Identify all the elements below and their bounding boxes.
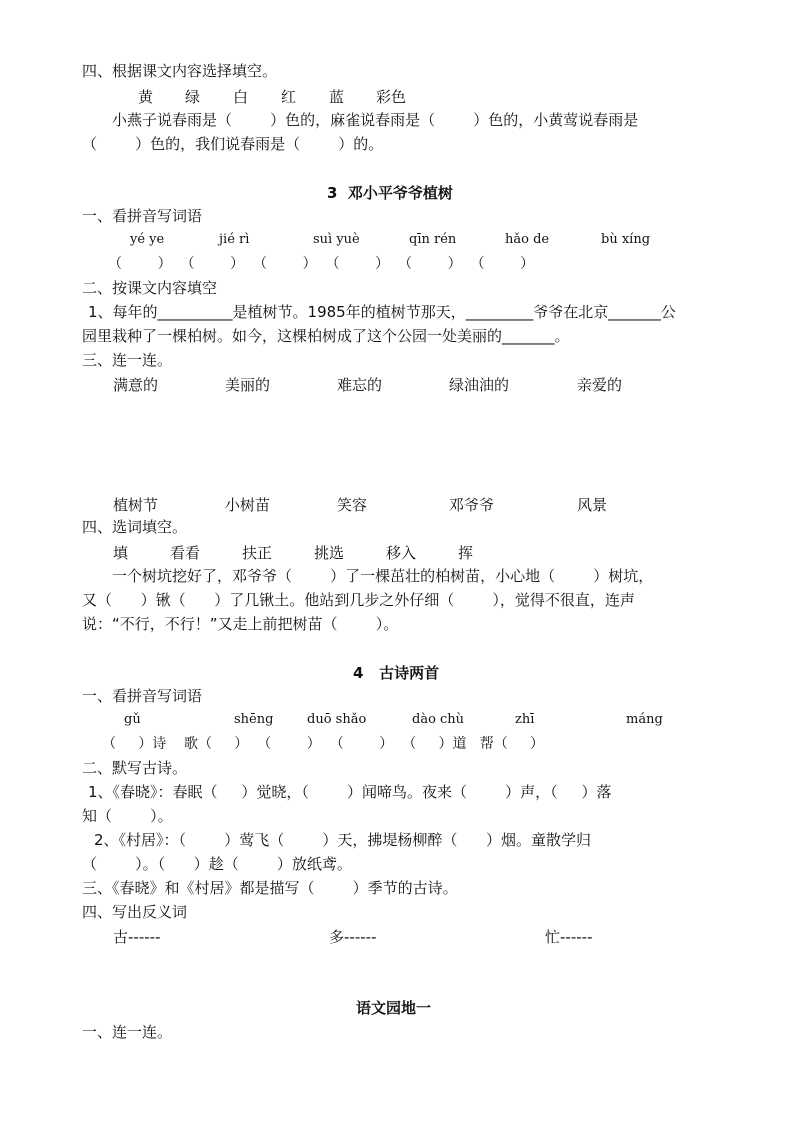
fill-line: 2、《村居》：（ ）莺飞（ ）天，拂堤杨柳醉（ ）烟。童散学归 <box>94 831 591 849</box>
fill-line: 一个树坑挖好了，邓爷爷（ ）了一棵茁壮的柏树苗，小心地（ ）树坑， <box>112 567 654 585</box>
match-word: 难忘的 <box>337 376 383 394</box>
pinyin: zhī <box>515 712 535 727</box>
choice-word: 看看 <box>170 544 201 562</box>
match-word: 植树节 <box>113 496 159 514</box>
match-word: 美丽的 <box>225 376 271 394</box>
answer-brackets: （ ） （ ） （ ） （ ） （ ） （ ） <box>108 256 535 272</box>
match-word: 笑容 <box>337 496 368 514</box>
fill-line: 知（ ）。 <box>82 807 173 825</box>
q4-heading: 四、写出反义词 <box>82 903 188 921</box>
fill-line: 1、《春晓》：春眠（ ）觉晓，（ ）闻啼鸟。夜来（ ）声，（ ）落 <box>88 783 612 801</box>
q1-heading: 一、看拼音写词语 <box>82 687 203 705</box>
pinyin: qīn rén <box>409 232 457 247</box>
antonym-item: 古------ <box>113 928 161 946</box>
choice-word: 挥 <box>458 544 474 562</box>
pinyin: dào chù <box>412 712 465 727</box>
match-word: 绿油油的 <box>449 376 510 394</box>
pinyin: gǔ <box>124 712 141 727</box>
choice-word: 绿 <box>185 88 201 106</box>
q2-heading: 二、按课文内容填空 <box>82 279 218 297</box>
q2-heading: 二、默写古诗。 <box>82 759 188 777</box>
pinyin: shēng <box>234 712 274 727</box>
match-word: 风景 <box>577 496 608 514</box>
choice-word: 挑选 <box>314 544 345 562</box>
answer-brackets: （ ）诗 歌（ ） （ ） （ ） （ ）道 帮（ ） <box>102 736 545 752</box>
choice-word: 白 <box>233 88 249 106</box>
pinyin: duō shǎo <box>307 712 367 727</box>
fill-line: 又（ ）锹（ ）了几锹土。他站到几步之外仔细（ ），觉得不很直，连声 <box>82 591 635 609</box>
pinyin: hǎo de <box>505 232 550 247</box>
antonym-item: 忙------ <box>545 928 593 946</box>
q4-heading: 四、选词填空。 <box>82 518 188 536</box>
q3-line: 三、《春晓》和《村居》都是描写（ ）季节的古诗。 <box>82 879 458 897</box>
q1-heading: 一、看拼音写词语 <box>82 207 203 225</box>
fill-line: （ ）色的，我们说春雨是（ ）的。 <box>82 135 384 153</box>
q1-heading: 一、连一连。 <box>82 1023 173 1041</box>
match-word: 满意的 <box>113 376 159 394</box>
q3-heading: 三、连一连。 <box>82 351 173 369</box>
match-word: 小树苗 <box>225 496 271 514</box>
choice-word: 填 <box>113 544 129 562</box>
section-title: 语文园地一 <box>356 999 432 1017</box>
choice-word: 扶正 <box>242 544 273 562</box>
pinyin: suì yuè <box>313 232 360 247</box>
fill-line: 园里栽种了一棵柏树。如今，这棵柏树成了这个公园一处美丽的_______。 <box>82 327 570 345</box>
pinyin: máng <box>626 712 663 727</box>
pinyin: yé ye <box>130 232 165 247</box>
choice-word: 红 <box>281 88 297 106</box>
match-word: 亲爱的 <box>577 376 623 394</box>
match-word: 邓爷爷 <box>449 496 495 514</box>
choice-word: 移入 <box>386 544 417 562</box>
fill-line: 1、每年的__________是植树节。1985年的植树节那天，_________爷爷在北京_______公 <box>88 303 676 321</box>
fill-line: 小燕子说春雨是（ ）色的，麻雀说春雨是（ ）色的，小黄莺说春雨是 <box>112 111 639 129</box>
pinyin: jié rì <box>219 232 250 247</box>
choice-word: 黄 <box>138 88 154 106</box>
fill-line: （ ）。（ ）趁（ ）放纸鸢。 <box>82 855 352 873</box>
choice-word: 蓝 <box>329 88 345 106</box>
lesson-title: 3 邓小平爷爷植树 <box>327 184 453 202</box>
fill-line: 说：“不行，不行！”又走上前把树苗（ ）。 <box>82 615 399 633</box>
pinyin: bù xíng <box>601 232 651 247</box>
lesson-title: 4 古诗两首 <box>353 664 440 682</box>
q4-heading: 四、根据课文内容选择填空。 <box>82 62 278 80</box>
antonym-item: 多------ <box>329 928 377 946</box>
choice-word: 彩色 <box>376 88 407 106</box>
